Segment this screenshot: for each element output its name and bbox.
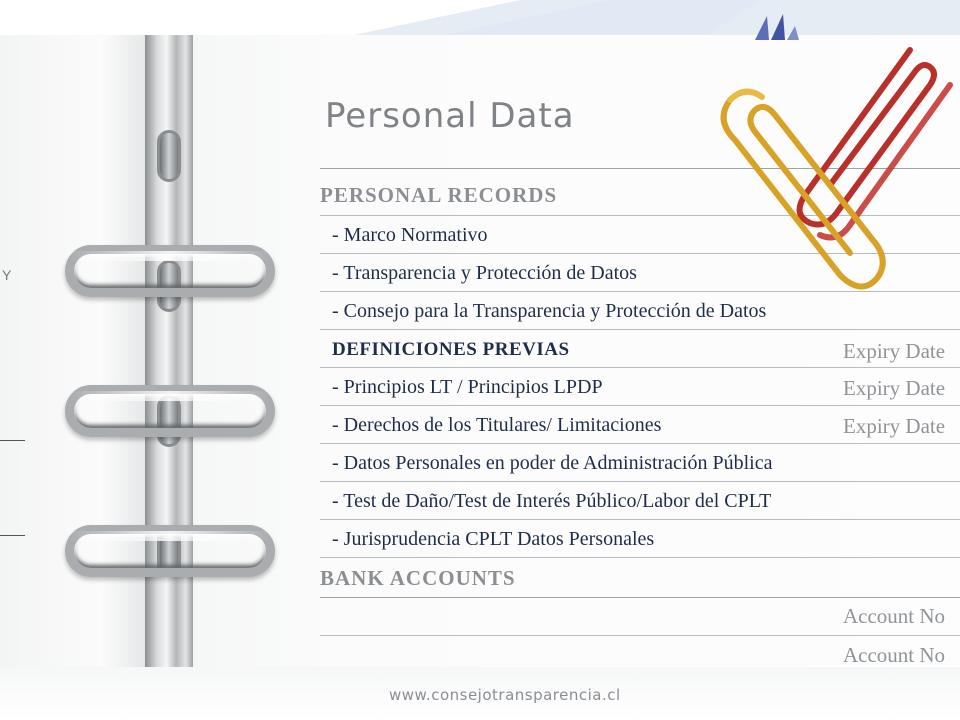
form-rule (320, 443, 960, 444)
section-heading-definiciones: DEFINICIONES PREVIAS (332, 339, 570, 360)
left-page: Y (0, 35, 145, 667)
list-item: - Transparencia y Protección de Datos (332, 262, 637, 284)
account-number-label: Account No (843, 604, 946, 628)
form-rule (320, 597, 960, 598)
list-item: - Test de Daño/Test de Interés Público/Labor del CPLT (332, 490, 772, 512)
form-rule (320, 329, 960, 330)
form-rule (320, 519, 960, 520)
list-item: - Consejo para la Transparencia y Protección de Datos (332, 300, 767, 322)
list-item: - Marco Normativo (332, 224, 488, 246)
expiry-date-label: Expiry Date (843, 376, 946, 400)
page-title: Personal Data (325, 96, 575, 136)
paper-clips-icon (700, 45, 960, 305)
logo-icon (745, 10, 815, 50)
top-decoration (0, 0, 960, 40)
list-item: - Principios LT / Principios LPDP (332, 376, 603, 398)
expiry-date-label: Expiry Date (843, 414, 946, 438)
list-item: - Datos Personales en poder de Administración Pública (332, 452, 773, 474)
section-heading-bank-accounts: BANK ACCOUNTS (320, 566, 516, 590)
list-item: - Jurisprudencia CPLT Datos Personales (332, 528, 655, 550)
form-rule (320, 557, 960, 558)
section-heading-personal-records: PERSONAL RECORDS (320, 183, 558, 207)
form-rule (320, 635, 960, 636)
form-rule (320, 405, 960, 406)
expiry-date-label: Expiry Date (843, 339, 946, 363)
list-item: - Derechos de los Titulares/ Limitaciones (332, 414, 662, 436)
footer-url: www.consejotransparencia.cl (389, 686, 621, 704)
form-rule (320, 481, 960, 482)
account-number-label: Account No (843, 643, 946, 667)
form-rule (320, 367, 960, 368)
